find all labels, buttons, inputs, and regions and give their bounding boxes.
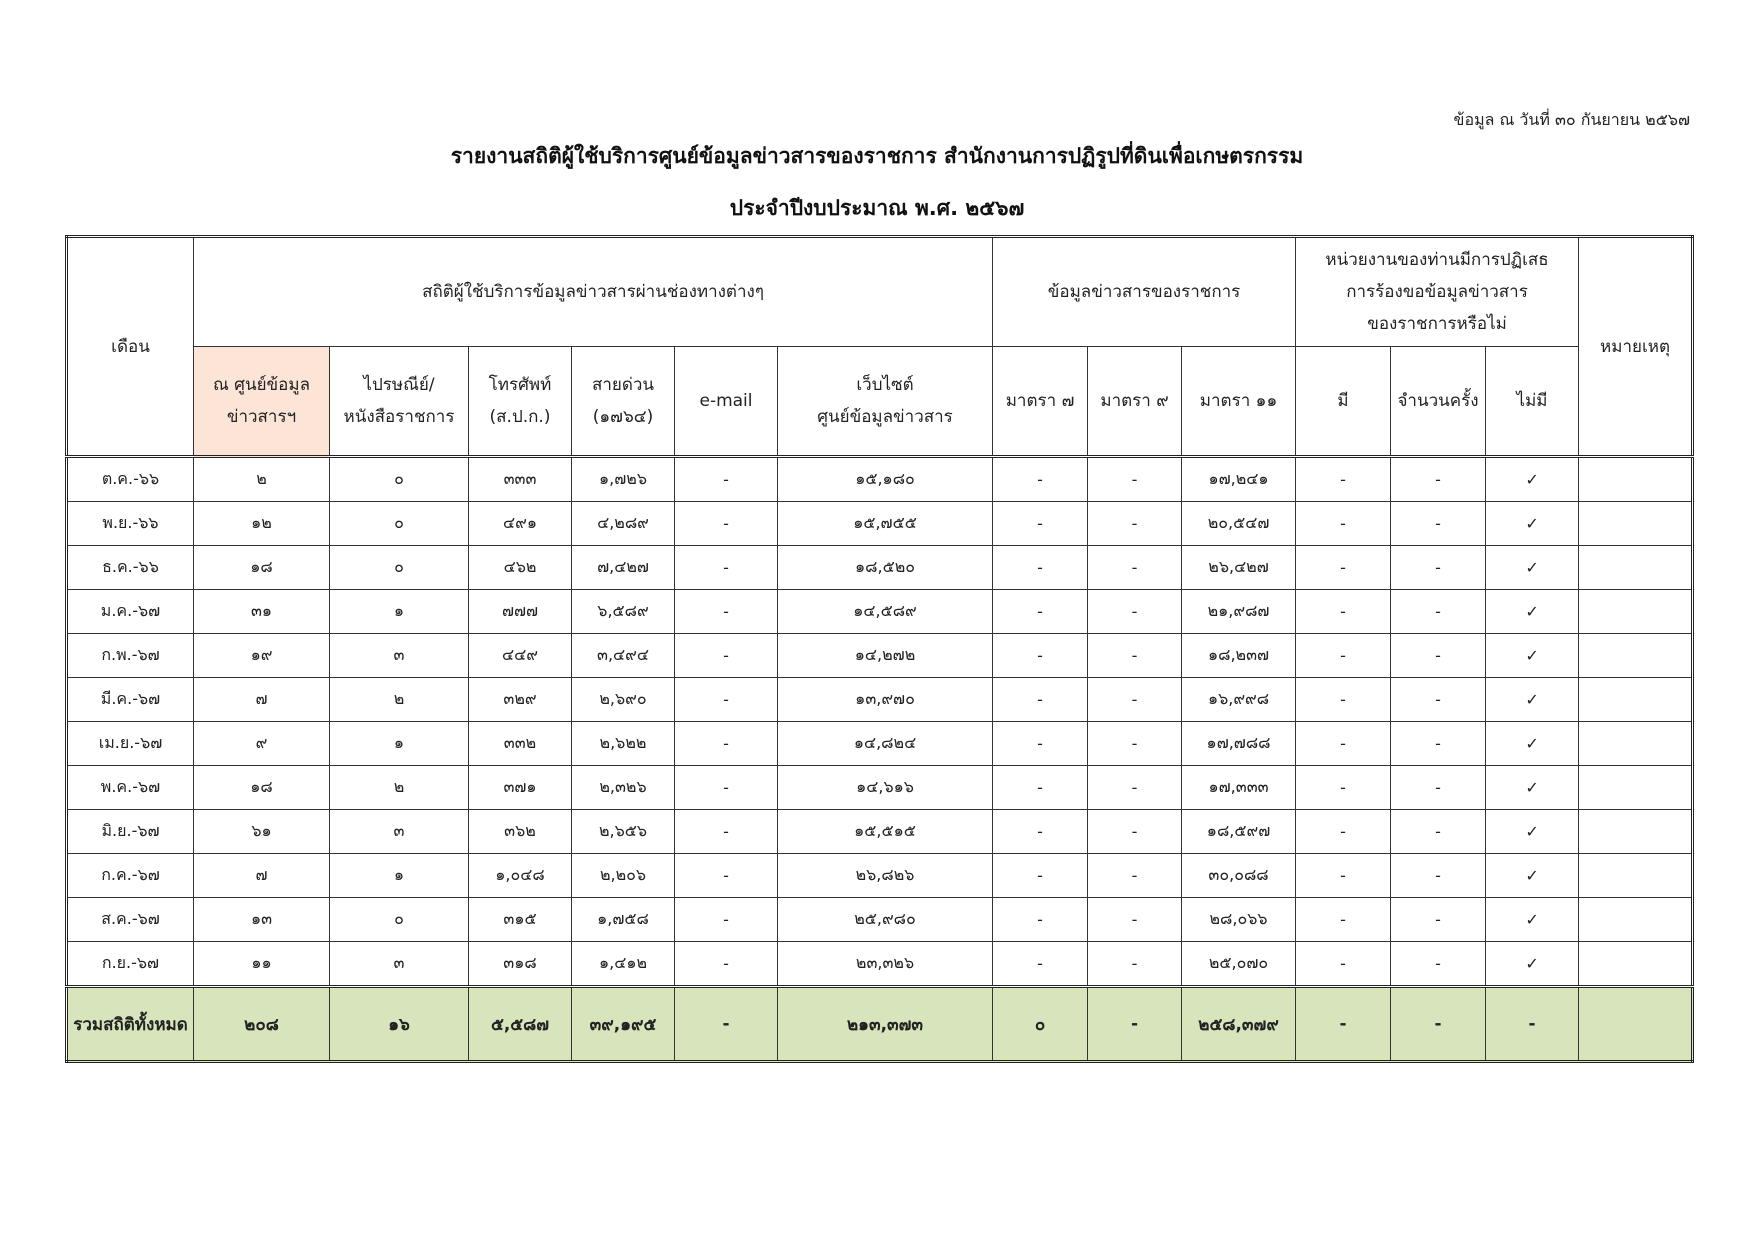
cell-section-11: ๒๘,๐๖๖	[1182, 898, 1296, 942]
header-center	[194, 347, 330, 457]
check-mark-icon: ✓	[1486, 854, 1579, 898]
cell-center: ๒	[194, 457, 330, 502]
cell-section-9: -	[1088, 766, 1182, 810]
cell-month: เม.ย.-๖๗	[67, 722, 194, 766]
table-row	[67, 678, 1693, 722]
cell-website: ๑๔,๕๘๙	[778, 590, 993, 634]
header-refusal-line2: การร้องขอข้อมูลข่าวสาร	[1346, 282, 1528, 302]
cell-section-9: -	[1088, 502, 1182, 546]
cell-section-9: -	[1088, 590, 1182, 634]
cell-post: ๑	[330, 590, 469, 634]
cell-refusal-yes: -	[1296, 898, 1391, 942]
table-row	[67, 810, 1693, 854]
header-row-2	[67, 347, 1693, 457]
cell-month: มิ.ย.-๖๗	[67, 810, 194, 854]
cell-center: ๗	[194, 678, 330, 722]
cell-section-11: ๒๑,๙๘๗	[1182, 590, 1296, 634]
cell-section-9: -	[1088, 457, 1182, 502]
header-center-line1: ณ ศูนย์ข้อมูล	[212, 375, 310, 395]
total-post: ๑๖	[330, 987, 469, 1062]
cell-section-7: -	[993, 590, 1088, 634]
table-body	[67, 457, 1693, 1062]
cell-phone: ๔๔๙	[469, 634, 572, 678]
cell-section-7: -	[993, 546, 1088, 590]
cell-month: มี.ค.-๖๗	[67, 678, 194, 722]
header-post-line2: หนังสือราชการ	[343, 407, 455, 427]
cell-section-11: ๑๘,๒๓๗	[1182, 634, 1296, 678]
cell-post: ๓	[330, 634, 469, 678]
total-refusal-yes: -	[1296, 987, 1391, 1062]
total-refusal-no: -	[1486, 987, 1579, 1062]
cell-post: ๓	[330, 810, 469, 854]
cell-month: พ.ค.-๖๗	[67, 766, 194, 810]
cell-remark	[1579, 810, 1693, 854]
cell-post: ๐	[330, 546, 469, 590]
cell-website: ๑๔,๖๑๖	[778, 766, 993, 810]
cell-section-7: -	[993, 722, 1088, 766]
header-hotline-line2: (๑๗๖๔)	[592, 407, 654, 427]
cell-refusal-yes: -	[1296, 810, 1391, 854]
cell-hotline: ๓,๔๙๔	[572, 634, 675, 678]
cell-hotline: ๗,๔๒๗	[572, 546, 675, 590]
cell-month: ก.ย.-๖๗	[67, 942, 194, 987]
header-refusal-yes: มี	[1296, 347, 1391, 457]
check-mark-icon: ✓	[1486, 634, 1579, 678]
table-row	[67, 766, 1693, 810]
cell-month: ก.ค.-๖๗	[67, 854, 194, 898]
cell-center: ๖๑	[194, 810, 330, 854]
cell-center: ๑๘	[194, 546, 330, 590]
cell-email: -	[675, 678, 778, 722]
total-section-11: ๒๕๘,๓๗๙	[1182, 987, 1296, 1062]
cell-center: ๑๓	[194, 898, 330, 942]
header-refusal-no: ไม่มี	[1486, 347, 1579, 457]
cell-section-11: ๓๐,๐๘๘	[1182, 854, 1296, 898]
header-row-1	[67, 237, 1693, 347]
cell-hotline: ๔,๒๘๙	[572, 502, 675, 546]
check-mark-icon: ✓	[1486, 722, 1579, 766]
cell-refusal-yes: -	[1296, 678, 1391, 722]
cell-phone: ๓๓๒	[469, 722, 572, 766]
header-section-7: มาตรา ๗	[993, 347, 1088, 457]
header-refusal-count: จำนวนครั้ง	[1391, 347, 1486, 457]
check-mark-icon: ✓	[1486, 546, 1579, 590]
cell-phone: ๓๓๓	[469, 457, 572, 502]
cell-phone: ๗๗๗	[469, 590, 572, 634]
cell-phone: ๓๗๑	[469, 766, 572, 810]
cell-section-7: -	[993, 810, 1088, 854]
cell-refusal-count: -	[1391, 678, 1486, 722]
cell-website: ๑๔,๘๒๔	[778, 722, 993, 766]
header-hotline-line1: สายด่วน	[591, 375, 655, 395]
cell-phone: ๓๑๕	[469, 898, 572, 942]
cell-remark	[1579, 502, 1693, 546]
cell-center: ๙	[194, 722, 330, 766]
cell-center: ๓๑	[194, 590, 330, 634]
cell-refusal-count: -	[1391, 502, 1486, 546]
table-row	[67, 590, 1693, 634]
check-mark-icon: ✓	[1486, 766, 1579, 810]
total-center: ๒๐๘	[194, 987, 330, 1062]
cell-section-11: ๑๗,๗๘๘	[1182, 722, 1296, 766]
cell-section-9: -	[1088, 722, 1182, 766]
total-email: -	[675, 987, 778, 1062]
header-channels-group: สถิติผู้ใช้บริการข้อมูลข่าวสารผ่านช่องทางต่างๆ	[194, 237, 993, 347]
statistics-table-container	[65, 235, 1691, 1063]
cell-post: ๐	[330, 502, 469, 546]
total-month: รวมสถิติทั้งหมด	[67, 987, 194, 1062]
cell-email: -	[675, 457, 778, 502]
cell-section-9: -	[1088, 546, 1182, 590]
header-post	[330, 347, 469, 457]
cell-website: ๒๖,๘๒๖	[778, 854, 993, 898]
cell-center: ๑๙	[194, 634, 330, 678]
cell-email: -	[675, 766, 778, 810]
as-of-date: ข้อมูล ณ วันที่ ๓๐ กันยายน ๒๕๖๗	[1453, 110, 1690, 129]
cell-center: ๑๒	[194, 502, 330, 546]
cell-hotline: ๒,๖๕๖	[572, 810, 675, 854]
cell-section-9: -	[1088, 810, 1182, 854]
cell-post: ๓	[330, 942, 469, 987]
header-phone-line1: โทรศัพท์	[488, 375, 552, 395]
cell-refusal-count: -	[1391, 546, 1486, 590]
cell-remark	[1579, 766, 1693, 810]
header-center-line2: ข่าวสารฯ	[226, 407, 297, 427]
cell-section-11: ๒๖,๔๒๗	[1182, 546, 1296, 590]
header-hotline	[572, 347, 675, 457]
total-hotline: ๓๙,๑๙๕	[572, 987, 675, 1062]
total-refusal-count: -	[1391, 987, 1486, 1062]
cell-month: พ.ย.-๖๖	[67, 502, 194, 546]
header-section-9: มาตรา ๙	[1088, 347, 1182, 457]
cell-website: ๑๕,๗๕๕	[778, 502, 993, 546]
cell-section-7: -	[993, 942, 1088, 987]
cell-post: ๒	[330, 766, 469, 810]
cell-section-7: -	[993, 457, 1088, 502]
cell-section-7: -	[993, 678, 1088, 722]
cell-section-11: ๒๐,๕๔๗	[1182, 502, 1296, 546]
cell-website: ๑๓,๙๗๐	[778, 678, 993, 722]
cell-refusal-count: -	[1391, 722, 1486, 766]
cell-remark	[1579, 942, 1693, 987]
header-info-group: ข้อมูลข่าวสารของราชการ	[993, 237, 1296, 347]
report-subtitle: ประจำปีงบประมาณ พ.ศ. ๒๕๖๗	[729, 196, 1025, 220]
cell-month: ต.ค.-๖๖	[67, 457, 194, 502]
header-website-line1: เว็บไซต์	[856, 375, 914, 395]
cell-hotline: ๑,๗๕๘	[572, 898, 675, 942]
header-post-line1: ไปรษณีย์/	[363, 375, 435, 395]
cell-remark	[1579, 546, 1693, 590]
cell-email: -	[675, 854, 778, 898]
header-email: e-mail	[675, 347, 778, 457]
check-mark-icon: ✓	[1486, 942, 1579, 987]
cell-hotline: ๖,๕๘๙	[572, 590, 675, 634]
cell-section-7: -	[993, 898, 1088, 942]
cell-phone: ๓๒๙	[469, 678, 572, 722]
cell-refusal-count: -	[1391, 457, 1486, 502]
cell-remark	[1579, 898, 1693, 942]
cell-refusal-yes: -	[1296, 766, 1391, 810]
total-row	[67, 987, 1693, 1062]
cell-section-9: -	[1088, 634, 1182, 678]
cell-section-9: -	[1088, 854, 1182, 898]
table-row	[67, 898, 1693, 942]
cell-website: ๑๕,๕๑๕	[778, 810, 993, 854]
table-row	[67, 502, 1693, 546]
header-refusal-group	[1296, 237, 1579, 347]
cell-email: -	[675, 810, 778, 854]
cell-remark	[1579, 722, 1693, 766]
cell-post: ๐	[330, 898, 469, 942]
cell-refusal-count: -	[1391, 898, 1486, 942]
cell-section-9: -	[1088, 942, 1182, 987]
header-section-11: มาตรา ๑๑	[1182, 347, 1296, 457]
cell-center: ๗	[194, 854, 330, 898]
cell-section-9: -	[1088, 678, 1182, 722]
cell-section-11: ๑๘,๕๙๗	[1182, 810, 1296, 854]
cell-website: ๒๓,๓๒๖	[778, 942, 993, 987]
table-row	[67, 546, 1693, 590]
cell-refusal-count: -	[1391, 810, 1486, 854]
cell-remark	[1579, 854, 1693, 898]
cell-section-7: -	[993, 634, 1088, 678]
cell-website: ๑๕,๑๘๐	[778, 457, 993, 502]
cell-refusal-count: -	[1391, 590, 1486, 634]
cell-section-7: -	[993, 766, 1088, 810]
header-month: เดือน	[67, 237, 194, 457]
cell-refusal-yes: -	[1296, 722, 1391, 766]
cell-refusal-count: -	[1391, 766, 1486, 810]
table-row	[67, 854, 1693, 898]
table-row	[67, 722, 1693, 766]
cell-remark	[1579, 678, 1693, 722]
cell-section-11: ๑๗,๓๓๓	[1182, 766, 1296, 810]
cell-hotline: ๒,๖๙๐	[572, 678, 675, 722]
cell-email: -	[675, 502, 778, 546]
cell-phone: ๓๖๒	[469, 810, 572, 854]
cell-post: ๐	[330, 457, 469, 502]
cell-post: ๒	[330, 678, 469, 722]
cell-month: ก.พ.-๖๗	[67, 634, 194, 678]
check-mark-icon: ✓	[1486, 502, 1579, 546]
total-section-9: -	[1088, 987, 1182, 1062]
cell-section-9: -	[1088, 898, 1182, 942]
total-phone: ๕,๕๘๗	[469, 987, 572, 1062]
cell-month: ธ.ค.-๖๖	[67, 546, 194, 590]
cell-phone: ๑,๐๔๘	[469, 854, 572, 898]
cell-email: -	[675, 634, 778, 678]
header-phone-line2: (ส.ป.ก.)	[489, 407, 551, 427]
cell-remark	[1579, 634, 1693, 678]
header-website-line2: ศูนย์ข้อมูลข่าวสาร	[817, 407, 953, 427]
cell-remark	[1579, 590, 1693, 634]
cell-month: ส.ค.-๖๗	[67, 898, 194, 942]
statistics-table	[65, 235, 1694, 1063]
total-website: ๒๑๓,๓๗๓	[778, 987, 993, 1062]
cell-remark	[1579, 457, 1693, 502]
cell-website: ๑๔,๒๗๒	[778, 634, 993, 678]
cell-refusal-yes: -	[1296, 546, 1391, 590]
cell-email: -	[675, 898, 778, 942]
total-remark	[1579, 987, 1693, 1062]
check-mark-icon: ✓	[1486, 457, 1579, 502]
cell-refusal-yes: -	[1296, 590, 1391, 634]
cell-refusal-count: -	[1391, 634, 1486, 678]
cell-center: ๑๑	[194, 942, 330, 987]
check-mark-icon: ✓	[1486, 898, 1579, 942]
cell-phone: ๔๙๑	[469, 502, 572, 546]
cell-section-11: ๑๗,๒๔๑	[1182, 457, 1296, 502]
check-mark-icon: ✓	[1486, 590, 1579, 634]
cell-website: ๒๕,๙๘๐	[778, 898, 993, 942]
cell-refusal-yes: -	[1296, 854, 1391, 898]
cell-email: -	[675, 590, 778, 634]
cell-center: ๑๘	[194, 766, 330, 810]
header-refusal-line1: หน่วยงานของท่านมีการปฏิเสธ	[1325, 250, 1549, 270]
cell-refusal-yes: -	[1296, 502, 1391, 546]
cell-refusal-yes: -	[1296, 634, 1391, 678]
cell-post: ๑	[330, 854, 469, 898]
cell-section-7: -	[993, 502, 1088, 546]
cell-email: -	[675, 942, 778, 987]
cell-phone: ๓๑๘	[469, 942, 572, 987]
cell-refusal-count: -	[1391, 854, 1486, 898]
cell-month: ม.ค.-๖๗	[67, 590, 194, 634]
header-refusal-line3: ของราชการหรือไม่	[1367, 314, 1507, 334]
cell-hotline: ๒,๖๒๒	[572, 722, 675, 766]
cell-email: -	[675, 546, 778, 590]
header-phone	[469, 347, 572, 457]
cell-section-7: -	[993, 854, 1088, 898]
cell-hotline: ๑,๗๒๖	[572, 457, 675, 502]
cell-hotline: ๑,๔๑๒	[572, 942, 675, 987]
cell-refusal-yes: -	[1296, 457, 1391, 502]
check-mark-icon: ✓	[1486, 678, 1579, 722]
cell-hotline: ๒,๓๒๖	[572, 766, 675, 810]
cell-email: -	[675, 722, 778, 766]
cell-refusal-yes: -	[1296, 942, 1391, 987]
cell-section-11: ๑๖,๙๙๘	[1182, 678, 1296, 722]
check-mark-icon: ✓	[1486, 810, 1579, 854]
report-title: รายงานสถิติผู้ใช้บริการศูนย์ข้อมูลข่าวสารของราชการ สำนักงานการปฏิรูปที่ดินเพื่อเกษตรกรรม	[450, 144, 1304, 168]
cell-section-11: ๒๕,๐๗๐	[1182, 942, 1296, 987]
cell-hotline: ๒,๒๐๖	[572, 854, 675, 898]
total-section-7: ๐	[993, 987, 1088, 1062]
cell-refusal-count: -	[1391, 942, 1486, 987]
table-row	[67, 457, 1693, 502]
header-website	[778, 347, 993, 457]
cell-post: ๑	[330, 722, 469, 766]
table-row	[67, 942, 1693, 987]
cell-phone: ๔๖๒	[469, 546, 572, 590]
header-remark: หมายเหตุ	[1579, 237, 1693, 457]
table-row	[67, 634, 1693, 678]
cell-website: ๑๘,๕๒๐	[778, 546, 993, 590]
